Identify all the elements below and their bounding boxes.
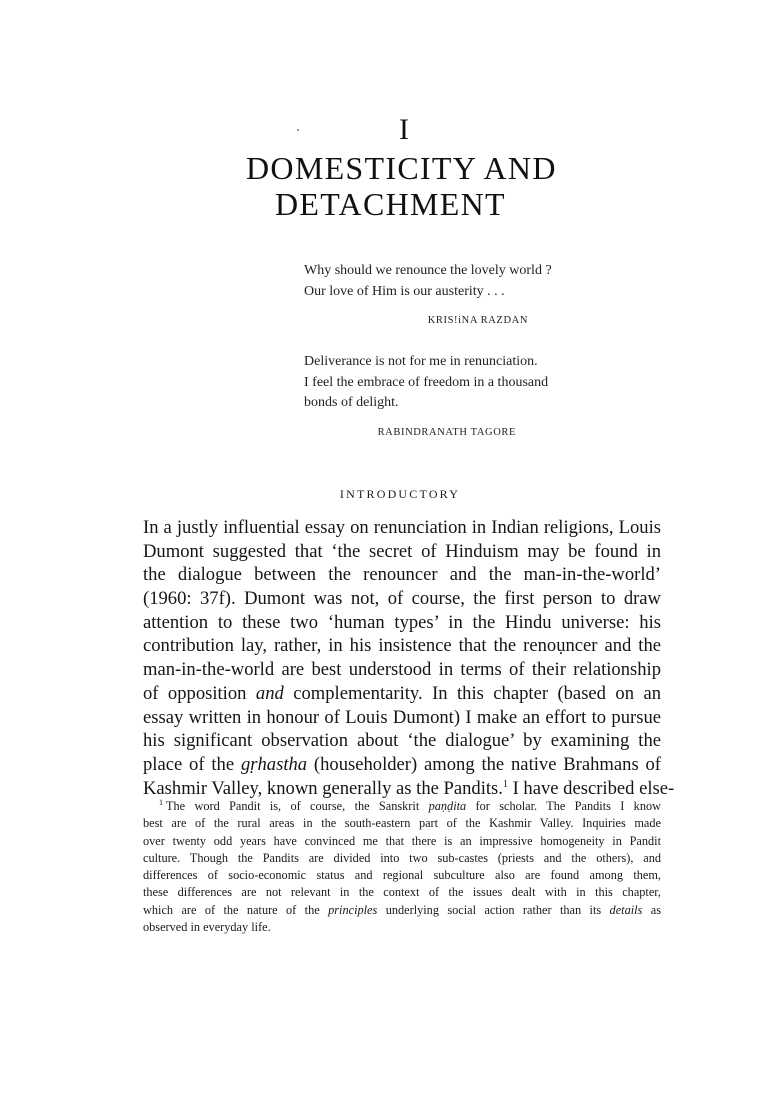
body-line — [143, 611, 661, 635]
footnote-line — [143, 884, 661, 901]
body-line — [143, 706, 661, 730]
footnote-reference: 1 — [502, 778, 508, 790]
text-run: I have described else- — [507, 777, 675, 799]
epigraph-line: Why should we renounce the lovely world ? — [304, 263, 552, 278]
footnote-line — [143, 919, 661, 936]
epigraph-attribution: KRIS!iNA RAZDAN — [427, 315, 528, 326]
text-run: complementarity. In this chapter (based on an — [283, 682, 661, 704]
chapter-number: I — [399, 113, 409, 146]
footnote-line — [143, 867, 661, 884]
body-line — [143, 682, 661, 706]
body-line — [143, 540, 661, 564]
body-line — [143, 587, 661, 611]
text-run: as — [642, 902, 661, 917]
body-line — [143, 753, 661, 777]
body-line — [143, 634, 661, 658]
footnote-line — [143, 902, 661, 919]
chapter-title — [246, 150, 576, 222]
text-run: The word Pandit is, of course, the Sanskrit — [166, 799, 429, 813]
text-run: culture. Though the Pandits are divided into two sub-castes (priests and the others), and — [143, 850, 661, 865]
body-paragraph — [143, 516, 675, 800]
footnote-line — [143, 798, 661, 815]
epigraph-razdan — [304, 261, 564, 332]
text-run: differences of socio-economic status and regional subculture also are found among them, — [143, 868, 661, 883]
text-run: (1960: 37f). Dumont was not, of course, the first person to draw — [143, 588, 661, 610]
chapter-title-line: DETACHMENT — [275, 186, 506, 222]
text-run: of opposition — [143, 682, 256, 704]
epigraph-tagore — [304, 352, 564, 443]
text-run: best are of the rural areas in the south-eastern part of the Kashmir Valley. Inquiries made — [143, 816, 661, 831]
footnote-line — [143, 815, 661, 832]
epigraph-line: Our love of Him is our austerity . . . — [304, 283, 505, 299]
text-run: over twenty odd years have convinced me that there is an impressive homogeneity in Pandit — [143, 833, 661, 848]
italic-term: gṛhastha — [240, 753, 308, 775]
footnote-line — [143, 833, 661, 850]
text-run: man-in-the-world are best understood in terms of their relationship — [143, 659, 661, 681]
text-run: essay written in honour of Louis Dumont) I make an effort to pursue — [143, 706, 661, 728]
epigraph-line: I feel the embrace of freedom in a thousand — [304, 374, 549, 390]
text-run: Dumont suggested that ‘the secret of Hinduism may be found in — [143, 540, 661, 562]
italic-term: and — [255, 682, 284, 704]
text-run: his significant observation about ‘the dialogue’ by examining the — [143, 730, 661, 752]
text-run: contribution lay, rather, in his insistence that the renoụncer and the — [143, 635, 661, 657]
body-line — [143, 658, 661, 682]
text-run: place of the — [143, 753, 241, 775]
footnote-line — [143, 850, 661, 867]
epigraph-attribution: RABINDRANATH TAGORE — [377, 426, 516, 438]
italic-term: details — [609, 902, 643, 917]
chapter-title-line: DOMESTICITY AND — [246, 150, 557, 186]
italic-term: principles — [328, 902, 378, 917]
footnote-marker: 1 — [159, 798, 163, 807]
body-line — [143, 777, 675, 801]
text-run: for scholar. The Pandits I know — [466, 799, 662, 813]
text-run: underlying social action rather than its — [377, 902, 610, 917]
epigraph-line: bonds of delight. — [304, 395, 399, 410]
section-heading: INTRODUCTORY — [339, 487, 461, 501]
text-run: attention to these two ‘human types’ in the Hindu universe: his — [143, 611, 661, 633]
body-line — [143, 516, 661, 540]
text-run: which are of the nature of the — [143, 902, 329, 917]
text-run: the dialogue between the renouncer and the man-in-the-world’ — [143, 564, 661, 586]
text-run: observed in everyday life. — [143, 920, 271, 935]
text-run: (householder) among the native Brahmans of — [307, 753, 662, 775]
text-run: In a justly influential essay on renunciation in Indian religions, Louis — [143, 517, 661, 538]
body-line — [143, 729, 661, 753]
text-run: these differences are not relevant in the context of the issues dealt with in this chapter, — [143, 885, 661, 900]
footnote — [143, 798, 661, 936]
text-run: Kashmir Valley, known generally as the Pandits. — [143, 777, 503, 799]
italic-term: paṇḍita — [428, 799, 467, 813]
epigraph-line: Deliverance is not for me in renunciation. — [304, 354, 538, 369]
body-line — [143, 563, 661, 587]
